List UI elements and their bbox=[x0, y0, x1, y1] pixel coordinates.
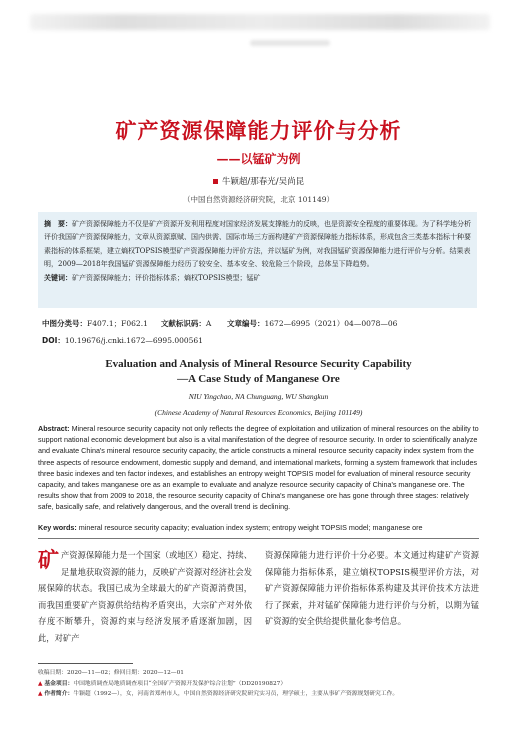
keywords-cn-label: 关键词： bbox=[44, 273, 72, 282]
footnote-author bbox=[38, 689, 483, 700]
authors-cn bbox=[0, 175, 517, 187]
abstract-en bbox=[38, 423, 481, 513]
footnote-received: 收稿日期：2020—11—02；修回日期：2020—12—01 bbox=[38, 670, 184, 676]
affiliation-cn: （中国自然资源经济研究院，北京 101149） bbox=[182, 195, 334, 204]
keywords-cn-text: 矿产资源保障能力；评价指标体系；熵权TOPSIS模型；锰矿 bbox=[72, 273, 261, 282]
doi-label: DOI： bbox=[42, 336, 65, 345]
triangle-bullet-icon: ▲ bbox=[38, 680, 43, 687]
article-no-value: 1672—6995（2021）04—0078—06 bbox=[264, 319, 398, 328]
triangle-bullet-icon: ▲ bbox=[38, 691, 43, 697]
abstract-cn-label: 摘 要： bbox=[44, 220, 72, 228]
subtitle-cn: ——以锰矿为例 bbox=[216, 152, 301, 166]
title-en-line1: Evaluation and Analysis of Mineral Resource Security Capability bbox=[105, 358, 412, 370]
affiliation-en: (Chinese Academy of Natural Resources Economics, Beijing 101149) bbox=[154, 408, 363, 417]
running-header-subline-blurred bbox=[250, 40, 330, 46]
body-right-text: 资源保障能力进行评价十分必要。本文通过构建矿产资源保障能力指标体系，建立熵权TOPSIS模型评价方法，对矿产资源保障能力评价指标体系构建及其评价技术方法进行了探索，并对锰矿保障能力进行评价与分析，以期为锰矿资源的安全供给提供量化参考信息。 bbox=[265, 550, 479, 627]
body-left-text: 产资源保障能力是一个国家（或地区）稳定、持续、足量地获取资源的能力，反映矿产资源对经济社会发展保障的状态。我国已成为全球最大的矿产资源消费国，而我国重要矿产资源供给结构矛盾突出，大宗矿产对外依存度不断攀升，资源约束与经济发展矛盾逐渐加剧，因此，对矿产 bbox=[38, 550, 252, 643]
abstract-cn-box bbox=[38, 212, 477, 308]
footnote-fund bbox=[38, 679, 483, 690]
clc-value: F407.1；F062.1 bbox=[87, 319, 148, 328]
page-title-cn: 矿产资源保障能力评价与分析 bbox=[115, 119, 402, 143]
doc-code-value: A bbox=[205, 319, 212, 328]
footnote-rule bbox=[38, 663, 133, 664]
classification-line bbox=[42, 318, 492, 329]
abstract-en-text: Mineral resource security capacity not only reflects the degree of exploitation and utilization of mineral resources on the ability to support national economic development but also is a vital manifestation of the degree of resource security. In order to scientifically analyze and evaluate China's mineral resource security capacity, the article constructs a mineral resource security capacity index system from the three aspects of resource endowment, domestic supply and demand, and international markets, forming a system framework that includes three basic indexes and ten factor indexes, and establishes an entropy weight TOPSIS model for evaluation of mineral resource security capacity, and takes manganese ore as an example to evaluate and analyze resource security capacity of China's manganese ore. The results show that from 2009 to 2018, the resource security capacity of China's manganese ore has gone through three stages: relatively safe, basically safe, and relatively dangerous, and the overall trend is declining. bbox=[38, 424, 479, 512]
body-column-left bbox=[38, 547, 252, 647]
clc-label: 中图分类号： bbox=[42, 319, 87, 328]
abstract-en-label: Abstract: bbox=[38, 424, 70, 433]
doi-line bbox=[42, 335, 203, 346]
author-bio-label: 作者简介： bbox=[44, 691, 74, 697]
title-en bbox=[0, 357, 517, 387]
red-square-icon bbox=[213, 179, 218, 184]
authors-en: NIU Yingchao, NA Chunguang, WU Shangkun bbox=[188, 392, 329, 401]
doc-code-label: 文献标识码： bbox=[160, 319, 206, 328]
footnotes bbox=[38, 668, 483, 700]
title-en-line2: —A Case Study of Manganese Ore bbox=[177, 373, 340, 385]
section-divider bbox=[38, 538, 479, 539]
fund-label: 基金项目： bbox=[44, 680, 74, 687]
authors-cn-text: 牛颖超/那春光/吴尚昆 bbox=[221, 177, 305, 187]
body-column-right bbox=[265, 547, 479, 630]
doi-value[interactable]: 10.19676/j.cnki.1672—6995.000561 bbox=[64, 336, 203, 345]
drop-cap: 矿 bbox=[38, 548, 59, 572]
fund-text: 中国地质调查局地质调查项目“全国矿产资源开发保护综合注划”（DD20190827） bbox=[73, 680, 287, 687]
keywords-en-label: Key words: bbox=[38, 523, 77, 532]
keywords-en bbox=[38, 523, 481, 532]
author-bio-text: 牛颖超（1992—），女，河南省郑州市人，中国自然资源经济研究院研究实习员，理学硕士，主要从事矿产资源规划研究工作。 bbox=[73, 691, 399, 697]
running-header-blurred bbox=[30, 14, 490, 30]
abstract-cn-text: 矿产资源保障能力不仅是矿产资源开发利用程度对国家经济发展支撑能力的反映，也是资源安全程度的重要体现。为了科学地分析评价我国矿产资源保障能力，文章从资源禀赋、国内供需、国际市场三方面构建矿产资源保障能力指标体系，形成包含三类基本指标十种要素指标的体系框架，建立熵权TOPSIS模型矿产资源保障能力评价方法，并以锰矿为例，对我国锰矿资源保障能力进行评价与分析。结果表明，2009—2018年我国锰矿资源保障能力经历了较安全、基本安全、较危险三个阶段，总体呈下降趋势。 bbox=[44, 220, 471, 269]
keywords-en-text: mineral resource security capacity; evaluation index system; entropy weight TOPSIS model; manganese ore bbox=[78, 523, 423, 532]
article-no-label: 文章编号： bbox=[227, 319, 265, 328]
